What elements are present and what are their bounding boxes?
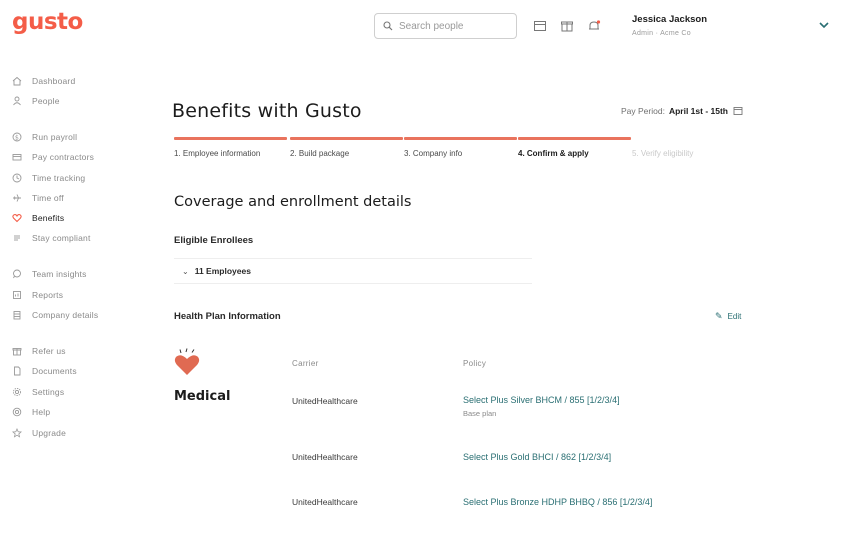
step-label: 4. Confirm & apply (518, 149, 589, 158)
report-icon (12, 290, 22, 300)
step-employee-information[interactable] (174, 137, 287, 158)
calendar-icon[interactable] (533, 19, 547, 33)
svg-text:$: $ (14, 134, 20, 142)
plan-note: Base plan (463, 409, 497, 418)
sidebar-item-refer-us[interactable]: Refer us (12, 344, 66, 358)
dollar-icon (12, 132, 22, 142)
step-build-package[interactable] (290, 137, 403, 158)
clock-icon (12, 173, 22, 183)
health-plan-title: Health Plan Information (174, 311, 281, 322)
heart-icon (12, 213, 22, 223)
enrollees-count: 11 Employees (194, 266, 251, 276)
sidebar-item-upgrade[interactable]: Upgrade (12, 426, 66, 440)
pay-period (621, 106, 743, 116)
sidebar-item-benefits[interactable]: Benefits (12, 211, 64, 225)
gift-icon (12, 346, 22, 356)
sidebar-item-documents[interactable]: Documents (12, 364, 77, 378)
step-label: 1. Employee information (174, 149, 261, 158)
sidebar-item-team-insights[interactable]: Team insights (12, 267, 87, 281)
home-icon (12, 76, 22, 86)
step-progress-bar (174, 137, 287, 140)
plane-icon (12, 193, 22, 203)
calendar-icon[interactable] (733, 106, 743, 116)
plan-type: Medical (174, 389, 231, 404)
pencil-icon: ✎ (715, 311, 723, 321)
gift-icon[interactable] (560, 19, 574, 33)
star-icon (12, 428, 22, 438)
document-icon (12, 366, 22, 376)
section-title: Coverage and enrollment details (174, 194, 412, 210)
top-bar (0, 0, 847, 56)
carrier-column-header: Carrier (292, 359, 319, 368)
help-icon (12, 407, 22, 417)
edit-label: Edit (727, 312, 742, 321)
step-progress-bar (518, 137, 631, 140)
pay-period-label: Pay Period: (621, 106, 665, 116)
step-company-info[interactable] (404, 137, 517, 158)
plan-carrier: UnitedHealthcare (292, 452, 358, 462)
gear-icon (12, 387, 22, 397)
sidebar-item-time-off[interactable]: Time off (12, 191, 64, 205)
medical-heart-icon (172, 348, 202, 378)
people-icon (12, 96, 22, 106)
policy-column-header: Policy (463, 359, 487, 368)
sidebar-item-people[interactable]: People (12, 94, 60, 108)
step-progress-bar (404, 137, 517, 140)
step-label: 3. Company info (404, 149, 463, 158)
step-progress-bar (290, 137, 403, 140)
step-label: 2. Build package (290, 149, 350, 158)
step-label: 5. Verify eligibility (632, 149, 694, 158)
sidebar-item-help[interactable]: Help (12, 405, 50, 419)
sidebar-item-pay-contractors[interactable]: Pay contractors (12, 150, 94, 164)
sidebar-item-time-tracking[interactable]: Time tracking (12, 171, 85, 185)
page-title: Benefits with Gusto (172, 100, 362, 122)
pay-period-value: April 1st - 15th (668, 106, 728, 116)
sidebar-item-reports[interactable]: Reports (12, 288, 63, 302)
chevron-down-icon: ⌄ (182, 266, 189, 276)
sidebar-item-company-details[interactable]: Company details (12, 308, 98, 322)
plan-policy-link[interactable]: Select Plus Gold BHCI / 862 [1/2/3/4] (463, 452, 612, 462)
eligible-enrollees-title: Eligible Enrollees (174, 235, 254, 246)
chevron-down-icon[interactable] (818, 20, 830, 30)
gusto-logo[interactable]: gusto (12, 9, 83, 35)
card-icon (12, 152, 22, 162)
sidebar-item-stay-compliant[interactable]: Stay compliant (12, 231, 91, 245)
user-role: Admin · Acme Co (632, 30, 691, 37)
sidebar-item-run-payroll[interactable]: $ Run payroll (12, 130, 77, 144)
sidebar-item-settings[interactable]: Settings (12, 385, 64, 399)
sidebar-item-dashboard[interactable]: Dashboard (12, 74, 75, 88)
user-name: Jessica Jackson (632, 14, 708, 25)
plan-carrier: UnitedHealthcare (292, 497, 358, 507)
search-input[interactable] (399, 21, 509, 32)
edit-button[interactable] (715, 311, 741, 322)
step-verify-eligibility[interactable] (632, 137, 745, 158)
plan-policy-link[interactable]: Select Plus Bronze HDHP BHBQ / 856 [1/2/3/4] (463, 497, 653, 507)
search-icon (383, 21, 393, 31)
enrollees-toggle[interactable] (174, 258, 532, 284)
plan-carrier: UnitedHealthcare (292, 396, 358, 406)
step-progress-bar (632, 137, 745, 140)
notification-bell-icon[interactable] (587, 19, 601, 33)
compliance-icon (12, 233, 22, 243)
search-box[interactable] (374, 13, 517, 39)
building-icon (12, 310, 22, 320)
step-confirm-apply[interactable] (518, 137, 631, 158)
user-menu[interactable] (632, 14, 707, 37)
plan-policy-link[interactable]: Select Plus Silver BHCM / 855 [1/2/3/4] (463, 395, 620, 405)
chat-icon (12, 269, 22, 279)
